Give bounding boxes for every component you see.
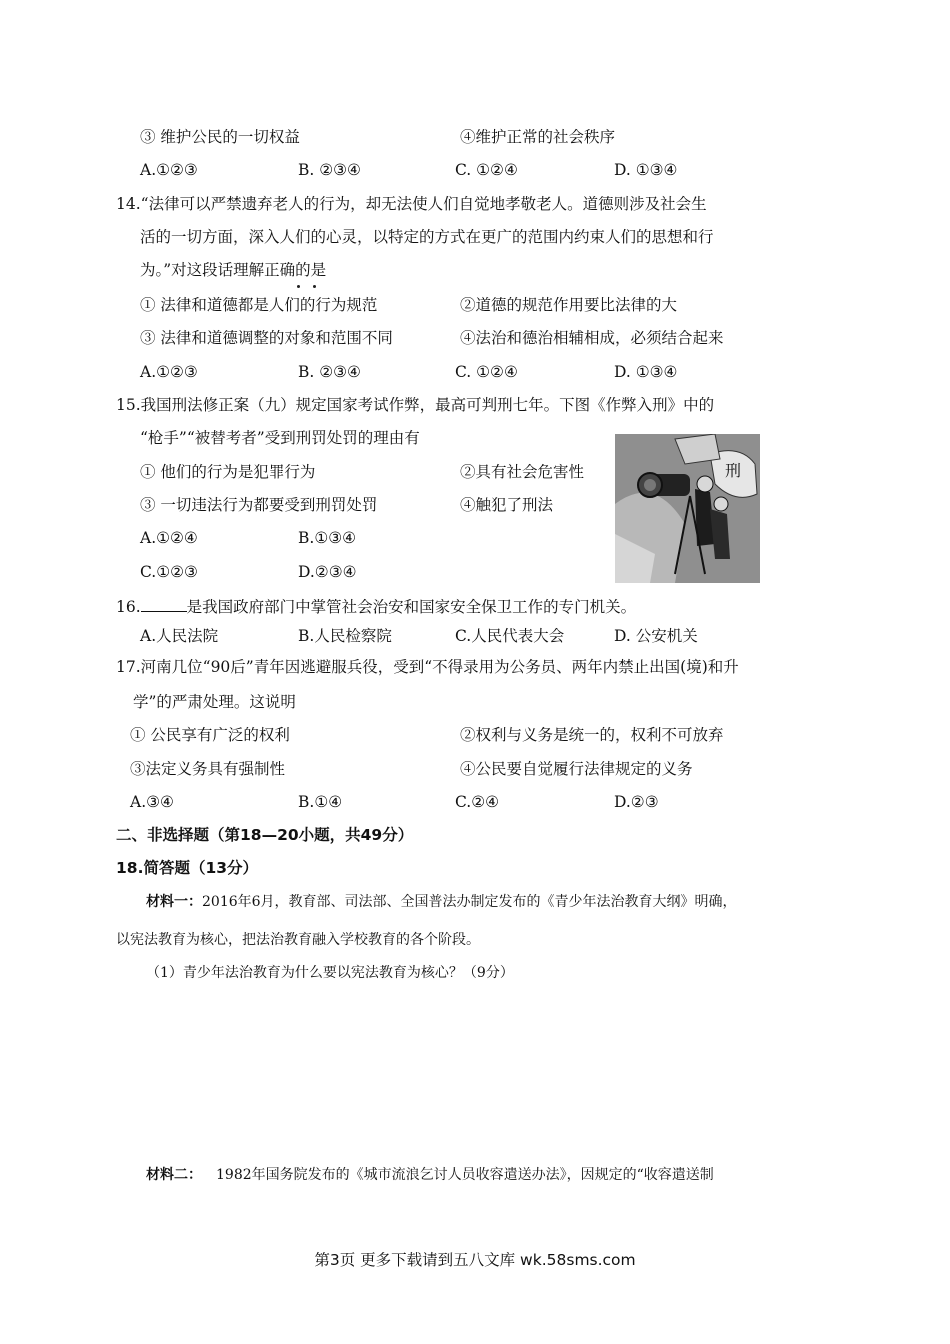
q17-choice-c: C.②④	[455, 793, 500, 811]
q17-choice-d: D.②③	[614, 793, 659, 811]
q13-choice-d: D. ①③④	[614, 161, 678, 179]
q14-stem-line1: 14.“法律可以严禁遗弃老人的行为，却无法使人们自觉地孝敬老人。道德则涉及社会生	[116, 195, 707, 213]
q16-number: 16.	[116, 598, 141, 616]
material-1-line2: 以宪法教育为核心，把法治教育融入学校教育的各个阶段。	[116, 932, 480, 948]
q14-stem-line2: 活的一切方面，深入人们的心灵，以特定的方式在更广的范围内约束人们的思想和行	[140, 228, 714, 246]
q17-option-1: ① 公民享有广泛的权利	[130, 726, 290, 744]
q14-choice-a: A.①②③	[140, 363, 198, 381]
q15-option-2: ②具有社会危害性	[460, 463, 585, 481]
q15-option-1: ① 他们的行为是犯罪行为	[140, 463, 316, 481]
cheating-cartoon-image	[615, 434, 760, 583]
material-1-line1	[146, 892, 737, 912]
q15-stem-line2: “枪手”“被替考者”受到刑罚处罚的理由有	[140, 429, 420, 447]
q16-stem	[116, 595, 636, 617]
q13-option-3: ③ 维护公民的一切权益	[140, 128, 300, 146]
q14-option-2: ②道德的规范作用要比法律的大	[460, 296, 678, 314]
cartoon-drawing	[615, 434, 760, 583]
q14-stem-line3: 为。”对这段话理解正确的是	[140, 261, 327, 279]
q17-option-4: ④公民要自觉履行法律规定的义务	[460, 760, 693, 778]
q18-title: 18.简答题（13分）	[116, 859, 259, 877]
q16-choice-a: A.人民法院	[140, 627, 219, 645]
q15-choice-c: C.①②③	[140, 563, 198, 581]
emphasis-dot	[297, 285, 300, 288]
q15-option-3: ③ 一切违法行为都要受到刑罚处罚	[140, 496, 378, 514]
fill-in-blank	[141, 595, 187, 612]
material-2-label: 材料二：	[146, 1167, 202, 1183]
q14-choice-c: C. ①②④	[455, 363, 518, 381]
q17-option-2: ②权利与义务是统一的，权利不可放弃	[460, 726, 724, 744]
q16-choice-b: B.人民检察院	[298, 627, 392, 645]
q14-option-4: ④法治和德治相辅相成，必须结合起来	[460, 329, 724, 347]
q15-choice-b: B.①③④	[298, 529, 357, 547]
material-1-label: 材料一：	[146, 894, 202, 910]
q16-choice-d: D. 公安机关	[614, 627, 698, 645]
q15-choice-a: A.①②④	[140, 529, 198, 547]
q15-choice-d: D.②③④	[298, 563, 357, 581]
q15-option-4: ④触犯了刑法	[460, 496, 554, 514]
q13-choice-c: C. ①②④	[455, 161, 518, 179]
q14-choice-d: D. ①③④	[614, 363, 678, 381]
q14-option-1: ① 法律和道德都是人们的行为规范	[140, 296, 378, 314]
q16-stem-text: 是我国政府部门中掌管社会治安和国家安全保卫工作的专门机关。	[186, 598, 637, 616]
cartoon-caption: 刑	[725, 461, 742, 480]
q17-option-3: ③法定义务具有强制性	[130, 760, 286, 778]
q15-stem-line1: 15.我国刑法修正案（九）规定国家考试作弊，最高可判刑七年。下图《作弊入刑》中的	[116, 396, 715, 414]
material-2-text: 1982年国务院发布的《城市流浪乞讨人员收容遣送办法》，因规定的“收容遣送制	[216, 1167, 714, 1183]
q13-option-4: ④维护正常的社会秩序	[460, 128, 616, 146]
q14-option-3: ③ 法律和道德调整的对象和范围不同	[140, 329, 393, 347]
q17-choice-b: B.①④	[298, 793, 343, 811]
section-2-title: 二、非选择题（第18—20小题，共49分）	[116, 826, 414, 844]
material-1-text: 2016年6月，教育部、司法部、全国普法办制定发布的《青少年法治教育大纲》明确，	[202, 894, 737, 910]
q17-stem-line1: 17.河南几位“90后”青年因逃避服兵役，受到“不得录用为公务员、两年内禁止出国(境)和升	[116, 658, 739, 676]
q17-choice-a: A.③④	[130, 793, 174, 811]
q17-stem-line2: 学”的严肃处理。这说明	[133, 693, 296, 711]
q16-choice-c: C.人民代表大会	[455, 627, 565, 645]
q13-choice-a: A.①②③	[140, 161, 198, 179]
page-footer: 第3页 更多下载请到五八文库 wk.58sms.com	[314, 1251, 636, 1269]
q18-subquestion-1: （1）青少年法治教育为什么要以宪法教育为核心？（9分）	[146, 965, 514, 981]
q13-choice-b: B. ②③④	[298, 161, 361, 179]
material-2-line1	[146, 1165, 714, 1185]
emphasis-dot	[313, 285, 316, 288]
q14-choice-b: B. ②③④	[298, 363, 361, 381]
